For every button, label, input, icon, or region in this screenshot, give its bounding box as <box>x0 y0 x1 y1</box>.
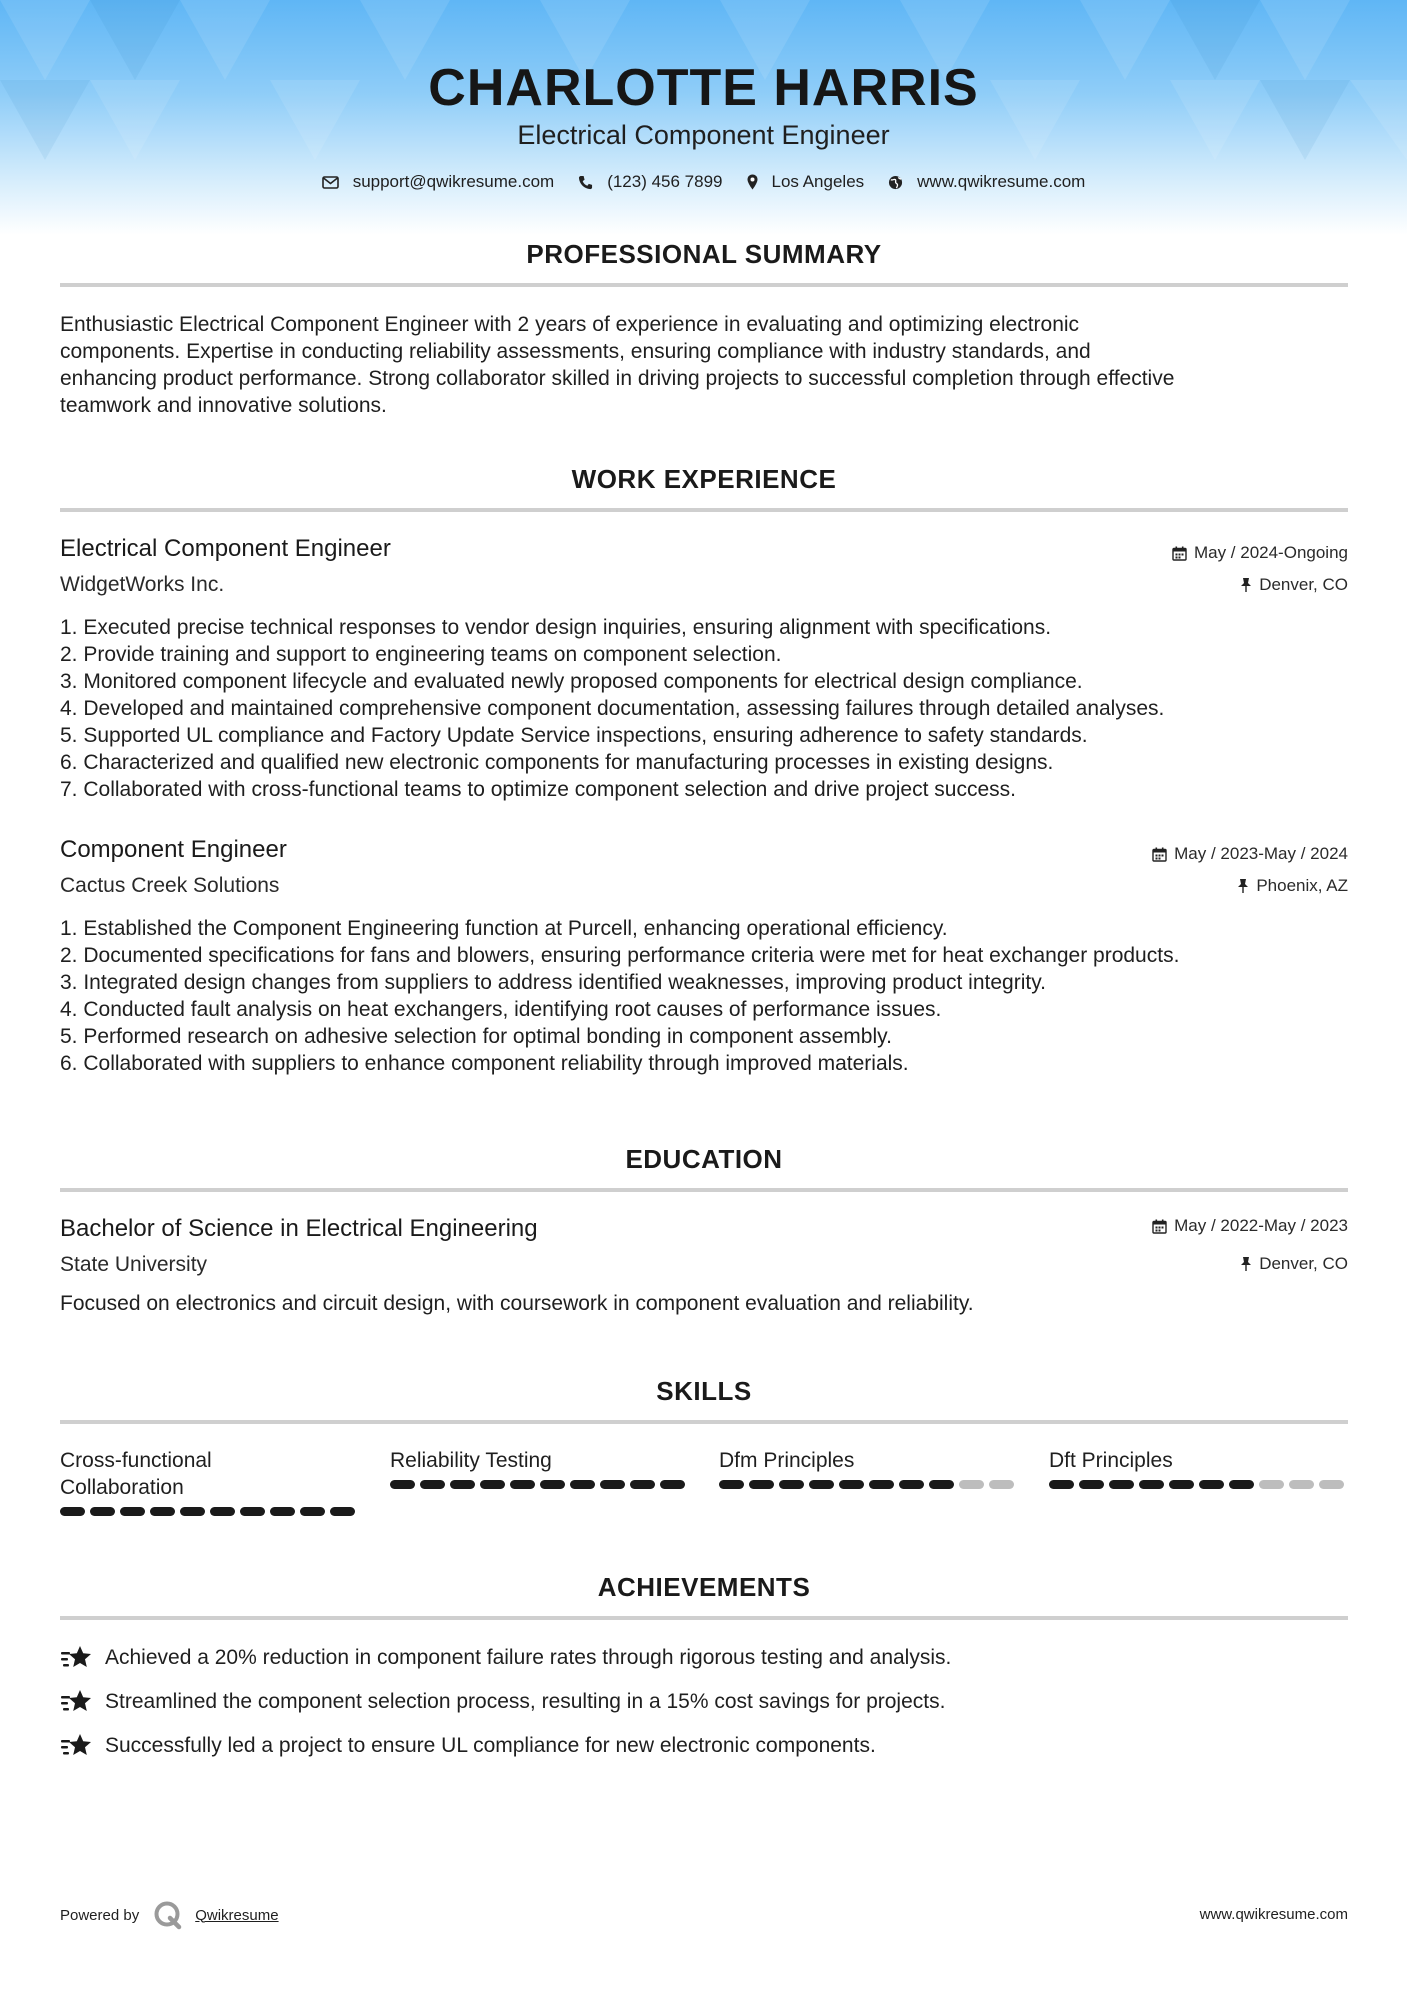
skill-level-segment <box>390 1480 415 1489</box>
skill-level-segment <box>1169 1480 1194 1489</box>
skill-level-segment <box>240 1507 265 1516</box>
contact-location <box>747 172 865 192</box>
calendar-icon <box>1152 847 1167 862</box>
list-item: 1. Established the Component Engineering function at Purcell, enhancing operational efficiency. <box>60 917 948 940</box>
achievements-heading: ACHIEVEMENTS <box>597 1572 811 1602</box>
list-item: 6. Characterized and qualified new electronic components for manufacturing processes in existing designs. <box>60 751 1054 774</box>
calendar-icon <box>1172 546 1187 561</box>
list-item: 5. Performed research on adhesive selection for optimal bonding in component assembly. <box>60 1025 892 1048</box>
skill-level-segment <box>1049 1480 1074 1489</box>
skill-item <box>60 1447 360 1516</box>
skill-level-segment <box>869 1480 894 1489</box>
skill-level-segment <box>719 1480 744 1489</box>
skill-level-segment <box>929 1480 954 1489</box>
job-dates <box>1152 844 1348 864</box>
skill-level-segment <box>809 1480 834 1489</box>
skill-level-bar <box>1049 1480 1349 1489</box>
powered-by-label: Powered by <box>60 1906 140 1924</box>
achievement-item <box>60 1733 876 1759</box>
skill-level-bar <box>390 1480 690 1489</box>
skill-level-segment <box>1229 1480 1254 1489</box>
skill-name-line: Dfm Principles <box>719 1449 855 1472</box>
list-item: 7. Collaborated with cross-functional teams to optimize component selection and drive project success. <box>60 778 1016 801</box>
skill-level-segment <box>510 1480 535 1489</box>
list-item: 4. Conducted fault analysis on heat exchangers, identifying root causes of performance issues. <box>60 998 942 1021</box>
skill-level-segment <box>1319 1480 1344 1489</box>
skill-level-segment <box>660 1480 685 1489</box>
contact-row <box>0 172 1407 192</box>
skill-level-segment <box>570 1480 595 1489</box>
achievement-text: Achieved a 20% reduction in component failure rates through rigorous testing and analysis. <box>105 1646 952 1669</box>
education-description: Focused on electronics and circuit design, with coursework in component evaluation and reliability. <box>60 1292 974 1315</box>
education-location <box>1240 1254 1348 1274</box>
list-item: 4. Developed and maintained comprehensive component documentation, assessing failures through detailed analyses. <box>60 697 1165 720</box>
job-bullets <box>60 614 1348 803</box>
skill-level-bar <box>719 1480 1019 1489</box>
summary-line: teamwork and innovative solutions. <box>60 394 387 417</box>
skill-level-segment <box>300 1507 325 1516</box>
skill-name-line: Dft Principles <box>1049 1449 1173 1472</box>
skill-item <box>390 1447 690 1489</box>
contact-phone[interactable] <box>578 172 722 192</box>
list-item: 2. Documented specifications for fans and blowers, ensuring performance criteria were met for heat exchanger products. <box>60 944 1180 967</box>
education-divider <box>60 1188 1348 1192</box>
skill-level-segment <box>779 1480 804 1489</box>
achievement-item <box>60 1689 945 1715</box>
candidate-name: CHARLOTTE HARRIS <box>428 59 979 117</box>
skill-name <box>1049 1447 1349 1474</box>
list-item: 3. Monitored component lifecycle and evaluated newly proposed components for electrical design compliance. <box>60 670 1083 693</box>
skill-level-segment <box>899 1480 924 1489</box>
skill-level-segment <box>600 1480 625 1489</box>
summary-line: Enthusiastic Electrical Component Engineer with 2 years of experience in evaluating and optimizing electronic <box>60 313 1080 336</box>
skill-level-segment <box>540 1480 565 1489</box>
skill-level-segment <box>1109 1480 1134 1489</box>
skill-level-segment <box>210 1507 235 1516</box>
experience-heading: WORK EXPERIENCE <box>571 464 837 494</box>
job-dates-text: May / 2023-May / 2024 <box>1174 844 1348 863</box>
skill-level-segment <box>450 1480 475 1489</box>
skill-level-segment <box>270 1507 295 1516</box>
education-dates <box>1152 1216 1348 1236</box>
summary-text <box>60 311 1348 419</box>
job-location <box>1237 876 1348 896</box>
skill-level-segment <box>1079 1480 1104 1489</box>
star-icon <box>60 1645 93 1671</box>
skill-level-segment <box>330 1507 355 1516</box>
footer-powered-by <box>60 1900 279 1930</box>
list-item: 3. Integrated design changes from suppliers to address identified weaknesses, improving product integrity. <box>60 971 1046 994</box>
education-location-text: Denver, CO <box>1259 1254 1348 1273</box>
skill-item <box>1049 1447 1349 1489</box>
skill-name-line: Reliability Testing <box>390 1449 552 1472</box>
job-company: Cactus Creek Solutions <box>60 874 280 897</box>
skill-level-segment <box>959 1480 984 1489</box>
skill-level-segment <box>90 1507 115 1516</box>
achievement-text: Streamlined the component selection process, resulting in a 15% cost savings for projects. <box>105 1690 946 1713</box>
summary-heading: PROFESSIONAL SUMMARY <box>526 239 882 269</box>
achievement-item <box>60 1645 951 1671</box>
phone-text: (123) 456 7899 <box>607 172 723 191</box>
job-location-text: Phoenix, AZ <box>1256 876 1348 895</box>
skill-level-bar <box>60 1507 360 1516</box>
skill-name <box>719 1447 1019 1474</box>
skill-name-line: Cross-functional <box>60 1449 212 1472</box>
envelope-icon <box>322 176 339 189</box>
skill-level-segment <box>1199 1480 1224 1489</box>
calendar-icon <box>1152 1219 1167 1234</box>
job-title: Component Engineer <box>60 836 287 863</box>
job-company: WidgetWorks Inc. <box>60 573 225 596</box>
job-bullets <box>60 915 1348 1077</box>
contact-email[interactable] <box>322 172 555 192</box>
skills-heading: SKILLS <box>656 1376 752 1406</box>
pushpin-icon <box>1240 1256 1252 1272</box>
skill-name <box>390 1447 690 1474</box>
achievement-text: Successfully led a project to ensure UL compliance for new electronic components. <box>105 1734 876 1757</box>
location-text: Los Angeles <box>771 172 865 191</box>
skill-level-segment <box>839 1480 864 1489</box>
skill-name-line: Collaboration <box>60 1476 184 1499</box>
list-item: 1. Executed precise technical responses to vendor design inquiries, ensuring alignment with specifications. <box>60 616 1052 639</box>
education-heading: EDUCATION <box>625 1144 783 1174</box>
pushpin-icon <box>1237 878 1249 894</box>
summary-line: components. Expertise in conducting reliability assessments, ensuring compliance with industry standards, and <box>60 340 1091 363</box>
qwikresume-logo-icon <box>153 1900 183 1930</box>
skill-level-segment <box>1289 1480 1314 1489</box>
school-name: State University <box>60 1253 208 1276</box>
list-item: 2. Provide training and support to engineering teams on component selection. <box>60 643 782 666</box>
job-location <box>1240 575 1348 595</box>
brand-link[interactable]: Qwikresume <box>195 1906 279 1924</box>
summary-divider <box>60 283 1348 287</box>
phone-icon <box>578 175 593 190</box>
skill-level-segment <box>120 1507 145 1516</box>
skill-level-segment <box>480 1480 505 1489</box>
degree-title: Bachelor of Science in Electrical Engineering <box>60 1215 538 1242</box>
skill-item <box>719 1447 1019 1489</box>
candidate-title: Electrical Component Engineer <box>517 120 890 150</box>
skill-level-segment <box>60 1507 85 1516</box>
skill-level-segment <box>749 1480 774 1489</box>
job-location-text: Denver, CO <box>1259 575 1348 594</box>
skill-level-segment <box>420 1480 445 1489</box>
list-item: 6. Collaborated with suppliers to enhance component reliability through improved materials. <box>60 1052 909 1075</box>
list-item: 5. Supported UL compliance and Factory Update Service inspections, ensuring adherence to safety standards. <box>60 724 1088 747</box>
skills-divider <box>60 1420 1348 1424</box>
website-text: www.qwikresume.com <box>917 172 1086 191</box>
pushpin-icon <box>1240 577 1252 593</box>
achievements-divider <box>60 1616 1348 1620</box>
skill-level-segment <box>1259 1480 1284 1489</box>
globe-icon <box>888 175 903 190</box>
skill-level-segment <box>630 1480 655 1489</box>
job-dates-text: May / 2024-Ongoing <box>1193 543 1348 562</box>
star-icon <box>60 1689 93 1715</box>
skill-level-segment <box>180 1507 205 1516</box>
skill-level-segment <box>1139 1480 1164 1489</box>
email-text: support@qwikresume.com <box>352 172 555 191</box>
footer-website[interactable]: www.qwikresume.com <box>1199 1906 1348 1923</box>
map-pin-icon <box>747 174 758 190</box>
star-icon <box>60 1733 93 1759</box>
skill-name <box>60 1447 360 1501</box>
experience-divider <box>60 508 1348 512</box>
summary-line: enhancing product performance. Strong collaborator skilled in driving projects to successful completion through effective <box>60 367 1175 390</box>
contact-website[interactable] <box>888 172 1085 192</box>
education-dates-text: May / 2022-May / 2023 <box>1174 1216 1348 1235</box>
job-title: Electrical Component Engineer <box>60 535 391 562</box>
skill-level-segment <box>150 1507 175 1516</box>
skill-level-segment <box>989 1480 1014 1489</box>
job-dates <box>1172 543 1348 563</box>
